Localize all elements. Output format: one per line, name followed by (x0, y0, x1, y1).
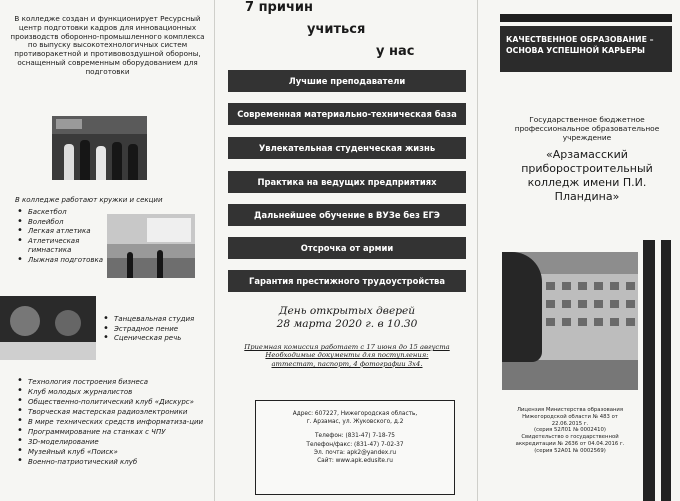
slogan-header: КАЧЕСТВЕННОЕ ОБРАЗОВАНИЕ – ОСНОВА УСПЕШНОЙ КАРЬЕРЫ (500, 26, 672, 72)
decor-stripe (661, 240, 671, 501)
decor-stripe (643, 240, 655, 501)
list-item: • Творческая мастерская радиоэлектроники (16, 407, 216, 417)
website: Сайт: www.apk.edusite.ru (317, 458, 393, 465)
list-item: • Легкая атлетика (16, 227, 106, 237)
list-item: • Атлетическая гимнастика (16, 237, 106, 256)
reason-1: Лучшие преподаватели (228, 70, 466, 92)
list-item: • Технология построения бизнеса (16, 377, 216, 387)
list-item: • Лыжная подготовка (16, 256, 106, 266)
dance-photo (0, 296, 96, 360)
reason-3: Увлекательная студенческая жизнь (228, 137, 466, 159)
headline-line-2: учиться (307, 22, 366, 37)
college-building-photo (502, 252, 638, 390)
phone: Телефон: (831-47) 7-18-75 (315, 433, 395, 440)
reason-7: Гарантия престижного трудоустройства (228, 270, 466, 292)
documents-title: Необходимые документы для поступления: (265, 351, 429, 360)
license-line: 22.06.2015 г. (551, 420, 589, 427)
contact-box (255, 400, 455, 495)
documents-list: аттестат, паспорт, 4 фотографии 3х4. (271, 359, 423, 368)
open-day-date: 28 марта 2020 г. в 10.30 (276, 318, 418, 330)
list-item: • Танцевальная студия (102, 315, 222, 325)
list-item: • Сценическая речь (102, 334, 222, 344)
address-line-1: Адрес: 607227, Нижегородская область, (292, 411, 418, 417)
circles-title: В колледже работают кружки и секции (15, 196, 163, 204)
reason-6: Отсрочка от армии (228, 237, 466, 259)
institution-type: Государственное бюджетное профессиональное образовательное учреждение (514, 115, 660, 142)
admission-period: Приемная комиссия работает с 17 июня до 15 августа (244, 343, 450, 351)
top-rule (500, 14, 672, 22)
list-item: • Военно-патриотический клуб (16, 457, 216, 467)
college-name: «Арзамасский приборостроительный колледж имени П.И. Пландина» (521, 148, 653, 203)
license-line: (серия 52А01 № 0002569) (534, 447, 606, 454)
headline-line-1: 7 причин (245, 0, 313, 15)
license-line: (серия 52Л01 № 0002410) (534, 427, 606, 434)
arts-list (102, 315, 222, 344)
list-item: • Программирование на станках с ЧПУ (16, 427, 216, 437)
list-item: • Общественно-политический клуб «Дискурс» (16, 397, 216, 407)
license-line: Нижегородской области № 483 от (522, 413, 618, 420)
fax: Телефон/факс: (831-47) 7-02-37 (306, 441, 404, 448)
sport-list (16, 208, 106, 266)
list-item: • Баскетбол (16, 208, 106, 218)
headline-line-3: у нас (376, 44, 415, 59)
reason-2: Современная материально-техническая база (228, 103, 466, 125)
open-day-title: День открытых дверей (278, 305, 416, 317)
open-day (228, 305, 466, 331)
list-item: • В мире технических средств информатиза-ции (16, 417, 216, 427)
license-line: Свидетельство о государственной (521, 434, 619, 441)
list-item: • Эстрадное пение (102, 325, 222, 335)
list-item: • Музейный клуб «Поиск» (16, 447, 216, 457)
email: Эл. почта: apk2@yandex.ru (313, 449, 397, 456)
list-item: • 3D-моделирование (16, 437, 216, 447)
resource-center-text: В колледже создан и функционирует Ресурсный центр подготовки кадров для инновационных производств оборонно-промышленного комплекса по выпуску высокотехнологичных систем противоракетной и противовоздушной обороны, оснащенный современным оборудованием для подготовки (10, 14, 205, 76)
reason-4: Практика на ведущих предприятиях (228, 171, 466, 193)
clubs-list (16, 377, 216, 467)
resource-center-photo (52, 116, 147, 180)
license-line: аккредитации № 2636 от 04.04.2016 г. (515, 440, 625, 447)
list-item: • Клуб молодых журналистов (16, 387, 216, 397)
sports-hall-photo (107, 214, 195, 278)
reason-5: Дальнейшее обучение в ВУЗе без ЕГЭ (228, 204, 466, 226)
list-item: • Волейбол (16, 218, 106, 228)
license-line: Лицензия Министерства образования (516, 407, 624, 413)
admission-notice (228, 343, 466, 368)
address-line-2: г. Арзамас, ул. Жуковского, д.2 (306, 419, 404, 426)
license-info (502, 407, 638, 455)
